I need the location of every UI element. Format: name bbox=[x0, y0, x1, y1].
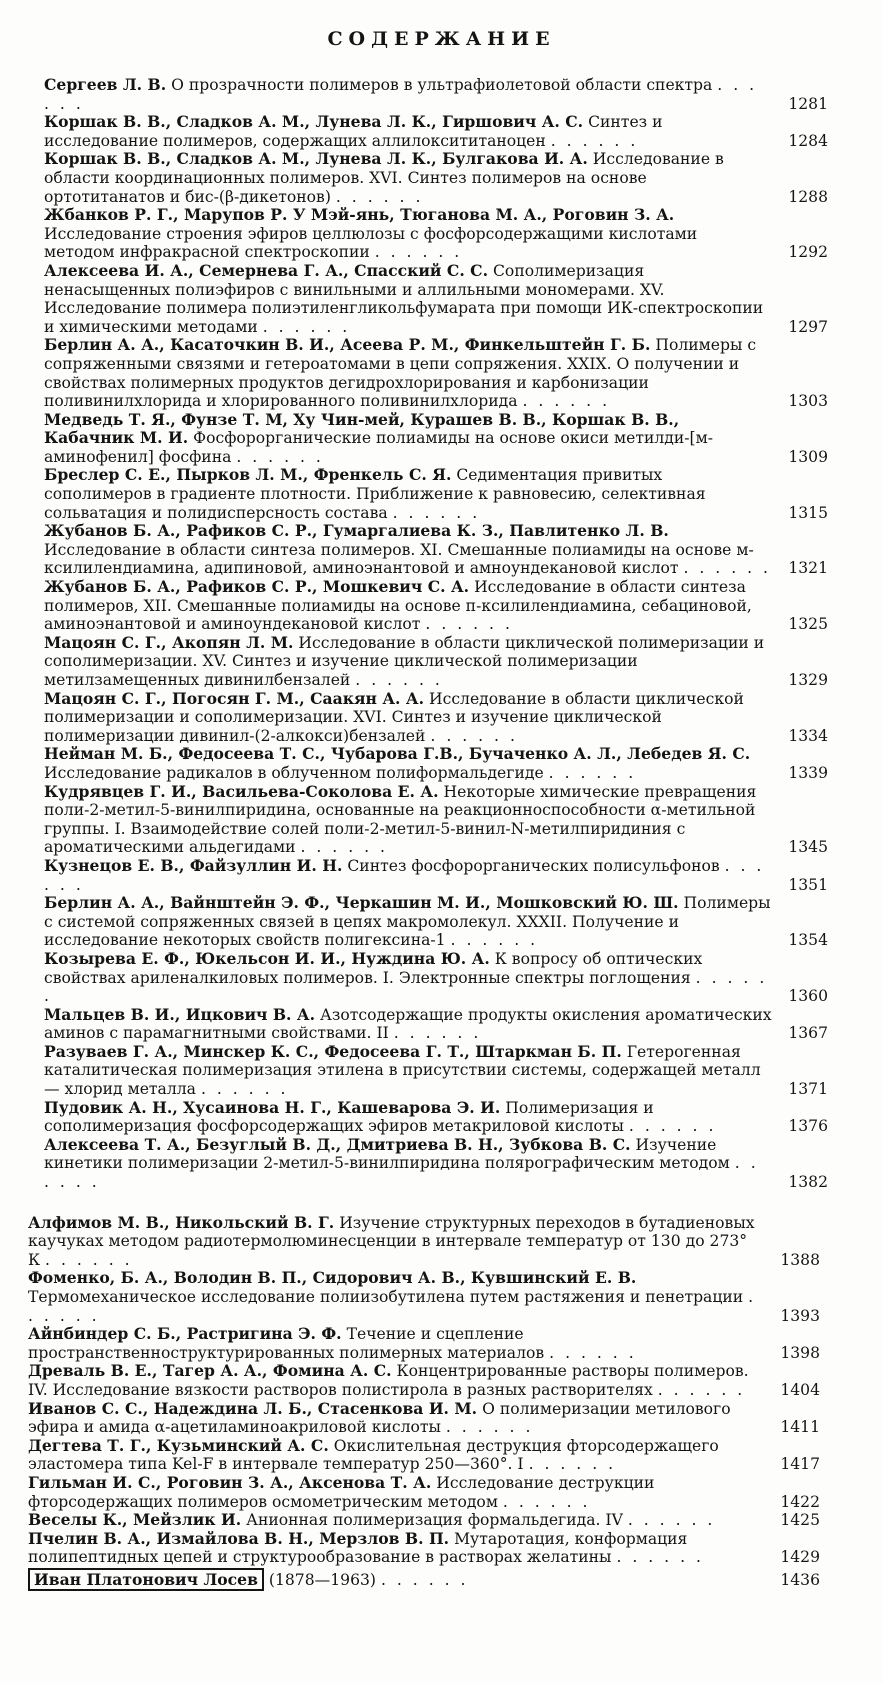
contents-entry bbox=[44, 950, 828, 1006]
entry-title: Полимеры с сопряженными связями и гетероатомами в цепи сопряжения. XXIX. О получении и свойствах полимерных продуктов дегидрохлорирования и карбонизации поливинилхлорида и хлорированного поливинилхлорида bbox=[44, 336, 757, 411]
page-number: 1360 bbox=[788, 987, 828, 1006]
page-number: 1398 bbox=[780, 1343, 820, 1362]
entry-title: Сополимеризация ненасыщенных полиэфиров с винильными и аллильными мономерами. XV. Исследование полимера полиэтиленгликольфумарата при помощи ИК-спектроскопии и химическими методами bbox=[44, 261, 764, 336]
page-number: 1404 bbox=[780, 1380, 820, 1399]
entry-title: Гетерогенная каталитическая полимеризация этилена в присутствии системы, содержащей металл — хлорид металла bbox=[44, 1042, 761, 1099]
page-number: 1303 bbox=[788, 392, 828, 411]
dot-leader: . . . . . . bbox=[450, 931, 539, 950]
dot-leader: . . . . . . bbox=[522, 392, 611, 411]
page-number: 1309 bbox=[788, 447, 828, 466]
contents-entry bbox=[44, 1099, 828, 1136]
dot-leader: . . . . . . bbox=[549, 1343, 637, 1362]
entry-title: Концентрированные растворы полимеров. IV. Исследование вязкости растворов полистирола в разных растворителях bbox=[28, 1362, 749, 1399]
entry-authors: Нейман М. Б., Федосеева Т. С., Чубарова Г.В., Бучаченко А. Л., Лебедев Я. С. bbox=[44, 744, 751, 764]
page-number: 1339 bbox=[788, 763, 828, 782]
entry-title: Седиментация привитых сополимеров в градиенте плотности. Приближение к равновесию, селективная сольватация и полидисперсность состава bbox=[44, 466, 706, 522]
page-number: 1429 bbox=[780, 1548, 820, 1567]
entry-title: Исследование радикалов в облученном полиформальдегиде bbox=[44, 763, 544, 782]
entry-authors: Алексеева Т. А., Безуглый В. Д., Дмитриева В. Н., Зубкова В. С. bbox=[44, 1134, 631, 1154]
contents-entry bbox=[28, 1474, 820, 1511]
contents-entry bbox=[44, 113, 828, 150]
entry-authors: Сергеев Л. В. bbox=[44, 75, 167, 94]
entry-authors: Веселы К., Мейзлик И. bbox=[28, 1510, 242, 1530]
entry-title: О полимеризации метилового эфира и амида α-ацетиламиноакриловой кислоты bbox=[28, 1399, 731, 1437]
entry-title: Некоторые химические превращения поли-2-метил-5-винилпиридина, основанные на реакционноспособности α-метильной группы. I. Взаимодействие солей поли-2-метил-5-винил-N-метилпиридиния с ароматическими альдегидами bbox=[44, 782, 757, 857]
entry-authors: Фоменко, Б. А., Володин В. П., Сидорович А. В., Кувшинский Е. В. bbox=[28, 1268, 637, 1288]
contents-entry bbox=[28, 1400, 820, 1437]
dot-leader: . . . . . . bbox=[392, 503, 481, 522]
entry-authors: Бреслер С. Е., Пырков Л. М., Френкель С. Я. bbox=[44, 465, 452, 485]
page-number: 1284 bbox=[788, 131, 828, 150]
page-title: СОДЕРЖАНИЕ bbox=[327, 28, 556, 50]
dot-leader: . . . . . . bbox=[262, 317, 351, 336]
entry-title: О прозрачности полимеров в ультрафиолетовой области спектра bbox=[171, 76, 713, 94]
contents-entry bbox=[44, 336, 828, 410]
contents-entry bbox=[28, 1530, 820, 1567]
entry-title: Синтез фосфорорганических полисульфонов bbox=[347, 856, 720, 875]
contents-list-secondary bbox=[28, 1214, 820, 1567]
dot-leader: . . . . . . bbox=[445, 1418, 534, 1437]
entry-authors: Жубанов Б. А., Рафиков С. Р., Гумаргалиева К. З., Павлитенко Л. В. bbox=[44, 521, 669, 541]
entry-title: Синтез и исследование полимеров, содержащих аллилоксититаноцен bbox=[44, 113, 663, 150]
memorial-years: (1878—1963) bbox=[268, 1570, 377, 1589]
entry-title: Полимеризация и сополимеризация фосфорсодержащих эфиров метакриловой кислоты bbox=[44, 1098, 654, 1136]
entry-authors: Древаль В. Е., Тагер А. А., Фомина А. С. bbox=[28, 1361, 392, 1381]
page-number: 1297 bbox=[788, 317, 828, 336]
entry-authors: Алексеева И. А., Семернева Г. А., Спасский С. С. bbox=[44, 260, 489, 280]
entry-title: Исследование в области синтеза полимеров, XII. Смешанные полиамиды на основе п-ксилилендиамина, себациновой, аминоэнантовой и аминоундекановой кислот bbox=[44, 578, 752, 634]
dot-leader: . . . . . . bbox=[628, 1117, 717, 1136]
dot-leader: . . . . . . bbox=[502, 1492, 591, 1511]
dot-leader: . . . . . . bbox=[335, 187, 424, 206]
entry-title: Исследование в области координационных полимеров. XVI. Синтез полимеров на основе ортотитанатов и бис-(β-дикетонов) bbox=[44, 150, 724, 206]
entry-authors: Пудовик А. Н., Хусаинова Н. Г., Кашеварова Э. И. bbox=[44, 1097, 501, 1117]
page-number: 1345 bbox=[788, 838, 828, 857]
dot-leader: . . . . . . bbox=[236, 447, 324, 466]
page-number: 1393 bbox=[780, 1306, 820, 1325]
contents-list-primary bbox=[44, 76, 828, 1192]
entry-title: Окислительная деструкция фторсодержащего эластомера типа Kel-F в интервале температур 250—360°. I bbox=[28, 1436, 719, 1474]
page-number: 1422 bbox=[780, 1492, 820, 1511]
entry-title: Мутаротация, конформация полипептидных цепей и структурообразование в растворах желатины bbox=[28, 1529, 688, 1567]
contents-entry bbox=[28, 1214, 820, 1270]
contents-entry bbox=[44, 857, 828, 894]
page-number: 1329 bbox=[788, 671, 828, 689]
contents-entry bbox=[44, 522, 828, 578]
entry-authors: Иванов С. С., Надеждина Л. Б., Стасенкова И. М. bbox=[28, 1398, 478, 1418]
dot-leader: . . . . . . bbox=[44, 1154, 759, 1192]
entry-title: Изучение структурных переходов в бутадиеновых каучуках методом радиотермолюминесценции в интервале температур от 130 до 273° К bbox=[28, 1213, 755, 1269]
page-number: 1354 bbox=[788, 931, 828, 950]
contents-entry bbox=[44, 206, 828, 262]
page-number: 1325 bbox=[788, 615, 828, 634]
dot-leader: . . . . . . bbox=[430, 726, 518, 745]
entry-authors: Пчелин В. А., Измайлова В. Н., Мерзлов В. П. bbox=[28, 1528, 450, 1548]
contents-entry bbox=[44, 262, 828, 336]
entry-authors: Мацоян С. Г., Погосян Г. М., Саакян А. А. bbox=[44, 688, 425, 708]
dot-leader: . . . . . . bbox=[548, 763, 637, 782]
entry-title: Исследование в области циклической полимеризации и сополимеризации. XVI. Синтез и изучение циклической полимеризации дивинил-(2-алкокси)бензалей bbox=[44, 689, 744, 745]
entry-authors: Дегтева Т. Г., Кузьминский А. С. bbox=[28, 1435, 329, 1455]
dot-leader: . . . . . . bbox=[393, 1024, 482, 1043]
dot-leader: . . . . . . bbox=[528, 1455, 617, 1474]
contents-entry bbox=[44, 783, 828, 857]
dot-leader: . . . . . . bbox=[550, 131, 639, 150]
page-number: 1436 bbox=[780, 1570, 820, 1589]
entry-title: Течение и сцепление пространственноструктурированных полимерных материалов bbox=[28, 1325, 545, 1362]
entry-authors: Гильман И. С., Роговин З. А., Аксенова Т. А. bbox=[28, 1472, 432, 1492]
entry-authors: Мацоян С. Г., Акопян Л. М. bbox=[44, 632, 294, 652]
contents-entry bbox=[44, 1043, 828, 1099]
dot-leader: . . . . . . bbox=[300, 838, 389, 857]
entry-title: Исследование в области циклической полимеризации и сополимеризации. XV. Синтез и изучение циклической полимеризации метилзамещенных дивинилбензалей bbox=[44, 633, 765, 689]
contents-entry bbox=[44, 690, 828, 746]
dot-leader: . . . . . . bbox=[44, 856, 765, 894]
page-number: 1292 bbox=[788, 243, 828, 262]
entry-title: Исследование в области синтеза полимеров. XI. Смешанные полиамиды на основе м-ксилилендиамина, адипиновой, аминоэнантовой и амноундекановой кислот bbox=[44, 540, 754, 578]
entry-authors: Разуваев Г. А., Минскер К. С., Федосеева Г. Т., Штаркман Б. П. bbox=[44, 1041, 622, 1061]
memorial-entry-block bbox=[28, 1571, 820, 1590]
entry-authors: Жубанов Б. А., Рафиков С. Р., Мошкевич С. А. bbox=[44, 577, 470, 597]
contents-entry bbox=[44, 634, 828, 690]
page-number: 1425 bbox=[780, 1511, 820, 1530]
contents-entry bbox=[28, 1269, 820, 1325]
page-number: 1382 bbox=[788, 1173, 828, 1192]
entry-authors: Кузнецов Е. В., Файзуллин И. Н. bbox=[44, 855, 343, 875]
contents-entry bbox=[44, 894, 828, 950]
entry-authors: Мальцев В. И., Ицкович В. А. bbox=[44, 1004, 316, 1024]
entry-title: Анионная полимеризация формальдегида. IV bbox=[246, 1511, 623, 1530]
contents-entry bbox=[44, 466, 828, 522]
entry-title: Азотсодержащие продукты окисления ароматических аминов с парамагнитными свойствами. II bbox=[44, 1005, 772, 1043]
dot-leader: . . . . . . bbox=[627, 1511, 716, 1530]
contents-entry bbox=[44, 150, 828, 206]
dot-leader: . . . . . . bbox=[200, 1080, 289, 1099]
entry-title: Изучение кинетики полимеризации 2-метил-5-винилпиридина полярографическим методом bbox=[44, 1135, 730, 1173]
contents-entry bbox=[44, 1136, 828, 1192]
contents-entry bbox=[44, 578, 828, 634]
dot-leader: . . . . . . bbox=[425, 615, 513, 634]
contents-entry bbox=[44, 745, 828, 782]
contents-entry bbox=[44, 1006, 828, 1043]
entry-title: К вопросу об оптических свойствах ариленалкиловых полимеров. I. Электронные спектры поглощения bbox=[44, 949, 703, 987]
dot-leader: . . . . . . bbox=[44, 76, 758, 113]
page-number: 1417 bbox=[780, 1455, 820, 1474]
entry-title: Фосфорорганические полиамиды на основе окиси метилди-[м-аминофенил] фосфина bbox=[44, 429, 714, 466]
entry-title: Исследование деструкции фторсодержащих полимеров осмометрическим методом bbox=[28, 1473, 655, 1511]
entry-authors: Жбанков Р. Г., Марупов Р. У Мэй-янь, Тюганова М. А., Роговин З. А. bbox=[44, 205, 675, 225]
contents-entry bbox=[44, 76, 828, 113]
entry-authors: Кудрявцев Г. И., Васильева-Соколова Е. А. bbox=[44, 781, 439, 801]
memorial-name: Иван Платонович Лосев bbox=[28, 1568, 264, 1591]
page-number: 1376 bbox=[788, 1117, 828, 1136]
dot-leader: . . . . . . bbox=[355, 671, 443, 689]
page-number: 1388 bbox=[780, 1250, 820, 1269]
entry-authors: Коршак В. В., Сладков А. М., Лунева Л. К., Гиршович А. С. bbox=[44, 112, 584, 132]
contents-entry bbox=[28, 1437, 820, 1474]
entry-authors: Айнбиндер С. Б., Растригина Э. Ф. bbox=[28, 1324, 342, 1344]
dot-leader: . . . . . . bbox=[657, 1380, 746, 1399]
page-number: 1367 bbox=[788, 1024, 828, 1043]
page-number: 1321 bbox=[788, 559, 828, 578]
entry-authors: Медведь Т. Я., Фунзе Т. М, Ху Чин-мей, Курашев В. В., Коршак В. В., Кабачник М. И. bbox=[44, 409, 680, 448]
entry-authors: Коршак В. В., Сладков А. М., Лунева Л. К., Булгакова И. А. bbox=[44, 149, 588, 169]
page-number: 1334 bbox=[788, 726, 828, 745]
contents-entry bbox=[28, 1325, 820, 1362]
page-number: 1411 bbox=[780, 1418, 820, 1437]
entry-title: Полимеры с системой сопряженных связей в цепях макромолекул. XXXII. Получение и исследование некоторых свойств полигексина-1 bbox=[44, 894, 771, 950]
dot-leader: . . . . . . bbox=[683, 559, 771, 578]
entry-title: Исследование строения эфиров целлюлозы с фосфорсодержащими кислотами методом инфракрасной спектроскопии bbox=[44, 224, 698, 262]
entry-authors: Алфимов М. В., Никольский В. Г. bbox=[28, 1212, 335, 1232]
page-number: 1351 bbox=[788, 875, 828, 894]
page-number: 1288 bbox=[788, 187, 828, 206]
contents-entry bbox=[28, 1511, 820, 1530]
entry-title: Термомеханическое исследование полиизобутилена путем растяжения и пенетрации bbox=[28, 1288, 744, 1306]
dot-leader: . . . . . . bbox=[28, 1288, 757, 1325]
page-number: 1281 bbox=[788, 94, 828, 113]
memorial-entry bbox=[28, 1571, 820, 1590]
contents-entry bbox=[28, 1362, 820, 1399]
page-number: 1315 bbox=[788, 503, 828, 522]
contents-entry bbox=[44, 411, 828, 467]
page-number: 1371 bbox=[788, 1080, 828, 1099]
dot-leader: . . . . . . bbox=[374, 243, 463, 262]
entry-authors: Берлин А. А., Касаточкин В. И., Асеева Р. М., Финкельштейн Г. Б. bbox=[44, 335, 651, 355]
dot-leader: . . . . . . bbox=[616, 1548, 704, 1567]
entry-authors: Козырева Е. Ф., Юкельсон И. И., Нуждина Ю. А. bbox=[44, 948, 490, 968]
dot-leader: . . . . . . bbox=[44, 968, 768, 1006]
entry-authors: Берлин А. А., Вайнштейн Э. Ф., Черкашин М. И., Мошковский Ю. Ш. bbox=[44, 893, 679, 913]
dot-leader: . . . . . . bbox=[45, 1250, 133, 1269]
dot-leader: . . . . . . bbox=[380, 1570, 469, 1589]
